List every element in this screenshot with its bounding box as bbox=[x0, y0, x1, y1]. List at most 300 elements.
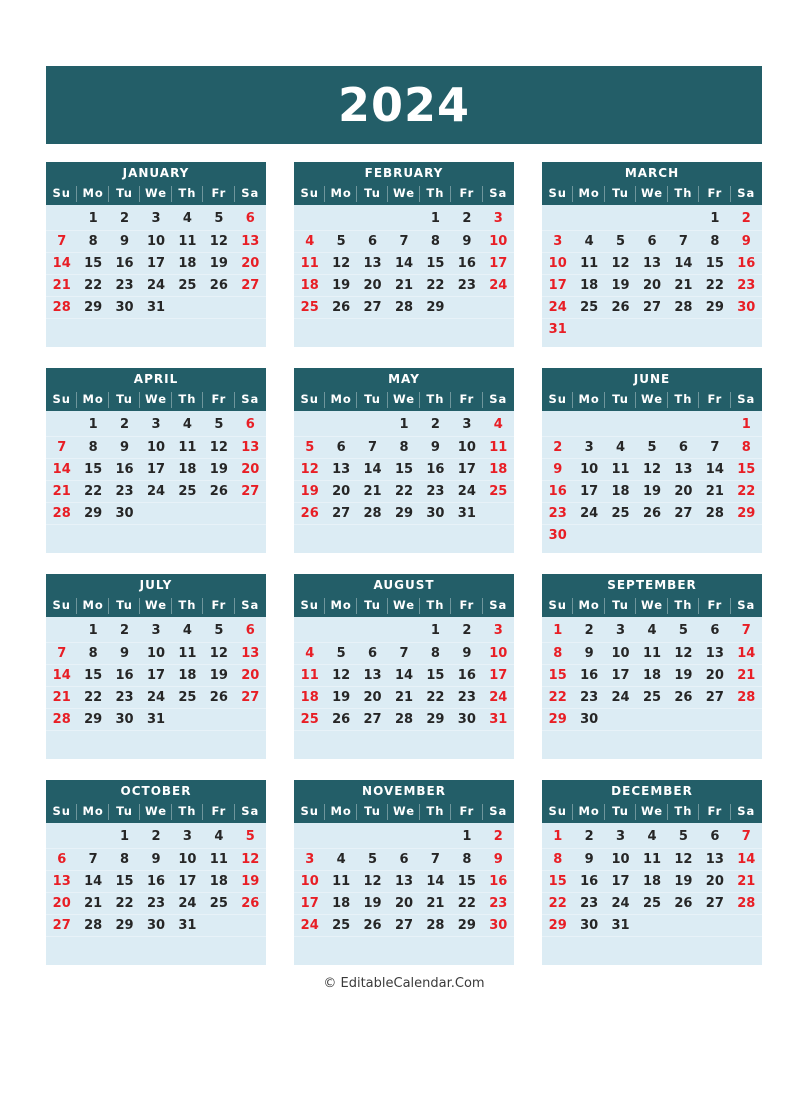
day-cell: 15 bbox=[451, 870, 482, 892]
weekday-label: Th bbox=[172, 801, 203, 823]
day-cell: 11 bbox=[172, 230, 203, 252]
empty-day-cell bbox=[172, 524, 203, 546]
weekday-label: Su bbox=[46, 389, 77, 411]
empty-day-cell bbox=[203, 318, 234, 340]
day-cell: 30 bbox=[573, 708, 604, 730]
weekday-label: Mo bbox=[573, 595, 604, 617]
empty-day-cell bbox=[388, 936, 419, 958]
day-cell: 12 bbox=[325, 252, 356, 274]
day-cell: 19 bbox=[668, 870, 699, 892]
day-cell: 6 bbox=[357, 230, 388, 252]
day-cell: 20 bbox=[325, 480, 356, 502]
day-cell: 17 bbox=[605, 870, 636, 892]
day-cell: 19 bbox=[203, 458, 234, 480]
day-cell: 16 bbox=[573, 870, 604, 892]
empty-day-cell bbox=[77, 318, 108, 340]
weekday-label: Su bbox=[294, 183, 325, 205]
day-cell: 11 bbox=[294, 252, 325, 274]
empty-day-cell bbox=[605, 318, 636, 340]
day-cell: 22 bbox=[699, 274, 730, 296]
day-cell: 29 bbox=[731, 502, 762, 524]
day-cell: 17 bbox=[573, 480, 604, 502]
month-title: DECEMBER bbox=[542, 780, 762, 801]
day-cell: 23 bbox=[109, 686, 140, 708]
day-cell: 21 bbox=[46, 686, 77, 708]
empty-day-cell bbox=[388, 524, 419, 546]
empty-day-cell bbox=[483, 524, 514, 546]
day-cell: 1 bbox=[399, 417, 409, 432]
day-cell: 19 bbox=[325, 686, 356, 708]
empty-day-cell bbox=[172, 730, 203, 752]
day-cell: 25 bbox=[172, 686, 203, 708]
day-cell: 11 bbox=[636, 642, 667, 664]
day-cell: 12 bbox=[325, 664, 356, 686]
day-cell: 7 bbox=[388, 230, 419, 252]
day-cell: 26 bbox=[203, 686, 234, 708]
weekday-label: Su bbox=[294, 595, 325, 617]
weekday-label: Tu bbox=[109, 183, 140, 205]
day-cell: 14 bbox=[46, 664, 77, 686]
day-cell: 25 bbox=[605, 502, 636, 524]
month-calendar bbox=[46, 780, 266, 965]
day-cell: 19 bbox=[668, 664, 699, 686]
day-cell: 19 bbox=[357, 892, 388, 914]
month-calendar bbox=[294, 780, 514, 965]
month-title: AUGUST bbox=[294, 574, 514, 595]
day-cell: 27 bbox=[699, 686, 730, 708]
day-cell: 24 bbox=[483, 686, 514, 708]
empty-day-cell bbox=[325, 936, 356, 958]
day-cell: 6 bbox=[245, 417, 255, 432]
empty-day-cell bbox=[542, 730, 573, 752]
empty-day-cell bbox=[699, 914, 730, 936]
day-cell: 12 bbox=[203, 230, 234, 252]
day-cell: 10 bbox=[140, 642, 171, 664]
empty-day-cell bbox=[46, 936, 77, 958]
empty-day-cell bbox=[172, 502, 203, 524]
day-cell: 17 bbox=[172, 870, 203, 892]
weekday-label: Th bbox=[420, 801, 451, 823]
month-grid bbox=[294, 823, 514, 965]
empty-day-cell bbox=[731, 708, 762, 730]
empty-day-cell bbox=[573, 730, 604, 752]
day-cell: 19 bbox=[325, 274, 356, 296]
empty-day-cell bbox=[573, 208, 604, 230]
day-cell: 28 bbox=[46, 708, 77, 730]
weekday-label: Tu bbox=[605, 389, 636, 411]
day-cell: 28 bbox=[731, 686, 762, 708]
empty-day-cell bbox=[451, 318, 482, 340]
weekday-label: Mo bbox=[325, 389, 356, 411]
weekday-label: Tu bbox=[109, 389, 140, 411]
day-cell: 28 bbox=[357, 502, 388, 524]
day-cell: 16 bbox=[542, 480, 573, 502]
empty-day-cell bbox=[731, 914, 762, 936]
empty-day-cell bbox=[235, 936, 266, 958]
day-cell: 21 bbox=[731, 664, 762, 686]
day-cell: 2 bbox=[151, 829, 161, 844]
year-title: 2024 bbox=[337, 78, 471, 132]
month-title: JUNE bbox=[542, 368, 762, 389]
day-cell: 8 bbox=[109, 848, 140, 870]
empty-day-cell bbox=[109, 524, 140, 546]
day-cell: 6 bbox=[245, 623, 255, 638]
day-cell: 26 bbox=[636, 502, 667, 524]
day-cell: 16 bbox=[109, 664, 140, 686]
day-cell: 21 bbox=[420, 892, 451, 914]
day-cell: 31 bbox=[140, 296, 171, 318]
day-cell: 25 bbox=[294, 296, 325, 318]
day-cell: 22 bbox=[109, 892, 140, 914]
day-cell: 14 bbox=[388, 252, 419, 274]
year-title-banner bbox=[46, 66, 762, 144]
day-cell: 31 bbox=[140, 708, 171, 730]
day-cell: 5 bbox=[325, 230, 356, 252]
day-cell: 11 bbox=[203, 848, 234, 870]
day-cell: 24 bbox=[140, 686, 171, 708]
day-cell: 21 bbox=[388, 274, 419, 296]
day-cell: 9 bbox=[573, 848, 604, 870]
day-cell: 30 bbox=[542, 524, 573, 546]
weekday-label: We bbox=[140, 595, 171, 617]
weekday-label: Fr bbox=[699, 801, 730, 823]
day-cell: 16 bbox=[731, 252, 762, 274]
empty-day-cell bbox=[699, 936, 730, 958]
day-cell: 3 bbox=[151, 417, 161, 432]
weekday-label: Mo bbox=[573, 183, 604, 205]
day-cell: 11 bbox=[325, 870, 356, 892]
weekday-label: We bbox=[388, 389, 419, 411]
day-cell: 21 bbox=[357, 480, 388, 502]
weekday-label: Mo bbox=[573, 389, 604, 411]
day-cell: 23 bbox=[420, 480, 451, 502]
weekday-label: Mo bbox=[573, 801, 604, 823]
day-cell: 20 bbox=[357, 274, 388, 296]
day-cell: 27 bbox=[357, 708, 388, 730]
day-cell: 14 bbox=[77, 870, 108, 892]
day-cell: 30 bbox=[573, 914, 604, 936]
day-cell: 3 bbox=[573, 436, 604, 458]
day-cell: 24 bbox=[451, 480, 482, 502]
month-grid bbox=[542, 823, 762, 965]
month-calendar bbox=[542, 162, 762, 347]
day-cell: 6 bbox=[710, 829, 720, 844]
day-cell: 1 bbox=[430, 623, 440, 638]
empty-day-cell bbox=[77, 826, 108, 848]
day-cell: 23 bbox=[573, 892, 604, 914]
empty-day-cell bbox=[636, 730, 667, 752]
day-cell: 3 bbox=[294, 848, 325, 870]
day-cell: 8 bbox=[451, 848, 482, 870]
empty-day-cell bbox=[46, 318, 77, 340]
day-cell: 24 bbox=[294, 914, 325, 936]
day-cell: 14 bbox=[668, 252, 699, 274]
day-cell: 24 bbox=[140, 480, 171, 502]
day-cell: 7 bbox=[741, 623, 751, 638]
day-cell: 7 bbox=[46, 230, 77, 252]
empty-day-cell bbox=[699, 414, 730, 436]
day-cell: 12 bbox=[668, 848, 699, 870]
day-cell: 19 bbox=[294, 480, 325, 502]
day-cell: 3 bbox=[616, 829, 626, 844]
weekday-label: Fr bbox=[203, 801, 234, 823]
empty-day-cell bbox=[388, 730, 419, 752]
empty-day-cell bbox=[388, 620, 419, 642]
day-cell: 22 bbox=[77, 686, 108, 708]
weekday-header-row bbox=[46, 801, 266, 823]
day-cell: 21 bbox=[668, 274, 699, 296]
weekday-label: Fr bbox=[451, 183, 482, 205]
weekday-label: Fr bbox=[451, 595, 482, 617]
empty-day-cell bbox=[420, 730, 451, 752]
empty-day-cell bbox=[77, 730, 108, 752]
weekday-label: Sa bbox=[241, 186, 260, 200]
empty-day-cell bbox=[46, 730, 77, 752]
empty-day-cell bbox=[668, 914, 699, 936]
day-cell: 2 bbox=[584, 829, 594, 844]
day-cell: 17 bbox=[140, 664, 171, 686]
day-cell: 20 bbox=[388, 892, 419, 914]
month-grid bbox=[542, 205, 762, 347]
day-cell: 16 bbox=[573, 664, 604, 686]
month-title: FEBRUARY bbox=[294, 162, 514, 183]
weekday-header-row bbox=[294, 595, 514, 617]
day-cell: 24 bbox=[573, 502, 604, 524]
empty-day-cell bbox=[636, 208, 667, 230]
day-cell: 6 bbox=[668, 436, 699, 458]
day-cell: 28 bbox=[388, 708, 419, 730]
weekday-label: Fr bbox=[699, 183, 730, 205]
empty-day-cell bbox=[357, 524, 388, 546]
month-grid bbox=[46, 617, 266, 759]
day-cell: 4 bbox=[294, 642, 325, 664]
day-cell: 13 bbox=[668, 458, 699, 480]
day-cell: 9 bbox=[573, 642, 604, 664]
day-cell: 29 bbox=[109, 914, 140, 936]
day-cell: 10 bbox=[451, 436, 482, 458]
empty-day-cell bbox=[109, 318, 140, 340]
day-cell: 25 bbox=[325, 914, 356, 936]
day-cell: 15 bbox=[77, 458, 108, 480]
day-cell: 13 bbox=[699, 848, 730, 870]
day-cell: 25 bbox=[294, 708, 325, 730]
day-cell: 30 bbox=[483, 914, 514, 936]
day-cell: 26 bbox=[357, 914, 388, 936]
footer-credit: © EditableCalendar.Com bbox=[323, 976, 485, 991]
empty-day-cell bbox=[483, 502, 514, 524]
day-cell: 27 bbox=[235, 274, 266, 296]
empty-day-cell bbox=[699, 318, 730, 340]
day-cell: 5 bbox=[357, 848, 388, 870]
day-cell: 18 bbox=[203, 870, 234, 892]
day-cell: 7 bbox=[357, 436, 388, 458]
day-cell: 12 bbox=[605, 252, 636, 274]
day-cell: 11 bbox=[483, 436, 514, 458]
empty-day-cell bbox=[605, 524, 636, 546]
day-cell: 30 bbox=[451, 708, 482, 730]
day-cell: 15 bbox=[542, 870, 573, 892]
weekday-label: Su bbox=[542, 595, 573, 617]
day-cell: 27 bbox=[636, 296, 667, 318]
day-cell: 29 bbox=[77, 502, 108, 524]
empty-day-cell bbox=[203, 708, 234, 730]
day-cell: 28 bbox=[668, 296, 699, 318]
empty-day-cell bbox=[636, 708, 667, 730]
empty-day-cell bbox=[235, 502, 266, 524]
weekday-header-row bbox=[294, 183, 514, 205]
month-calendar bbox=[294, 368, 514, 553]
empty-day-cell bbox=[203, 296, 234, 318]
empty-day-cell bbox=[294, 208, 325, 230]
weekday-label: Sa bbox=[241, 804, 260, 818]
month-grid bbox=[294, 411, 514, 553]
month-grid bbox=[294, 617, 514, 759]
day-cell: 9 bbox=[420, 436, 451, 458]
day-cell: 10 bbox=[483, 230, 514, 252]
day-cell: 23 bbox=[109, 480, 140, 502]
day-cell: 9 bbox=[140, 848, 171, 870]
weekday-label: Su bbox=[294, 801, 325, 823]
empty-day-cell bbox=[605, 414, 636, 436]
day-cell: 20 bbox=[357, 686, 388, 708]
empty-day-cell bbox=[77, 524, 108, 546]
day-cell: 18 bbox=[294, 686, 325, 708]
day-cell: 10 bbox=[172, 848, 203, 870]
day-cell: 17 bbox=[451, 458, 482, 480]
day-cell: 15 bbox=[420, 252, 451, 274]
empty-day-cell bbox=[668, 208, 699, 230]
day-cell: 22 bbox=[77, 480, 108, 502]
empty-day-cell bbox=[325, 414, 356, 436]
weekday-label: Fr bbox=[203, 595, 234, 617]
day-cell: 17 bbox=[605, 664, 636, 686]
weekday-label: Sa bbox=[489, 598, 508, 612]
day-cell: 6 bbox=[388, 848, 419, 870]
day-cell: 9 bbox=[731, 230, 762, 252]
day-cell: 23 bbox=[573, 686, 604, 708]
empty-day-cell bbox=[235, 730, 266, 752]
empty-day-cell bbox=[668, 708, 699, 730]
weekday-label: We bbox=[636, 389, 667, 411]
empty-day-cell bbox=[140, 318, 171, 340]
day-cell: 7 bbox=[420, 848, 451, 870]
weekday-label: Tu bbox=[357, 183, 388, 205]
empty-day-cell bbox=[203, 936, 234, 958]
empty-day-cell bbox=[294, 936, 325, 958]
day-cell: 22 bbox=[420, 274, 451, 296]
day-cell: 2 bbox=[120, 417, 130, 432]
day-cell: 25 bbox=[172, 274, 203, 296]
day-cell: 25 bbox=[483, 480, 514, 502]
day-cell: 13 bbox=[46, 870, 77, 892]
empty-day-cell bbox=[699, 524, 730, 546]
day-cell: 27 bbox=[668, 502, 699, 524]
day-cell: 14 bbox=[731, 642, 762, 664]
day-cell: 22 bbox=[420, 686, 451, 708]
weekday-label: Th bbox=[668, 389, 699, 411]
day-cell: 5 bbox=[245, 829, 255, 844]
day-cell: 27 bbox=[46, 914, 77, 936]
day-cell: 14 bbox=[388, 664, 419, 686]
day-cell: 31 bbox=[542, 318, 573, 340]
empty-day-cell bbox=[294, 318, 325, 340]
empty-day-cell bbox=[109, 936, 140, 958]
day-cell: 8 bbox=[542, 848, 573, 870]
weekday-label: Tu bbox=[357, 595, 388, 617]
empty-day-cell bbox=[325, 208, 356, 230]
weekday-header-row bbox=[46, 595, 266, 617]
day-cell: 30 bbox=[109, 296, 140, 318]
day-cell: 31 bbox=[451, 502, 482, 524]
day-cell: 24 bbox=[483, 274, 514, 296]
day-cell: 10 bbox=[573, 458, 604, 480]
empty-day-cell bbox=[294, 524, 325, 546]
empty-day-cell bbox=[203, 524, 234, 546]
day-cell: 15 bbox=[731, 458, 762, 480]
day-cell: 24 bbox=[172, 892, 203, 914]
empty-day-cell bbox=[699, 708, 730, 730]
day-cell: 7 bbox=[741, 829, 751, 844]
day-cell: 20 bbox=[699, 664, 730, 686]
empty-day-cell bbox=[109, 730, 140, 752]
empty-day-cell bbox=[46, 620, 77, 642]
day-cell: 18 bbox=[172, 458, 203, 480]
day-cell: 19 bbox=[203, 252, 234, 274]
empty-day-cell bbox=[605, 936, 636, 958]
day-cell: 22 bbox=[731, 480, 762, 502]
day-cell: 16 bbox=[109, 458, 140, 480]
day-cell: 18 bbox=[636, 870, 667, 892]
day-cell: 26 bbox=[235, 892, 266, 914]
day-cell: 12 bbox=[357, 870, 388, 892]
day-cell: 7 bbox=[77, 848, 108, 870]
empty-day-cell bbox=[668, 414, 699, 436]
day-cell: 18 bbox=[172, 252, 203, 274]
day-cell: 4 bbox=[573, 230, 604, 252]
day-cell: 12 bbox=[203, 436, 234, 458]
day-cell: 16 bbox=[140, 870, 171, 892]
day-cell: 2 bbox=[542, 436, 573, 458]
day-cell: 27 bbox=[388, 914, 419, 936]
weekday-header-row bbox=[294, 801, 514, 823]
day-cell: 21 bbox=[46, 274, 77, 296]
day-cell: 9 bbox=[109, 230, 140, 252]
day-cell: 25 bbox=[573, 296, 604, 318]
weekday-header-row bbox=[542, 183, 762, 205]
day-cell: 25 bbox=[203, 892, 234, 914]
month-calendar bbox=[542, 780, 762, 965]
day-cell: 2 bbox=[120, 623, 130, 638]
empty-day-cell bbox=[140, 502, 171, 524]
empty-day-cell bbox=[140, 730, 171, 752]
day-cell: 21 bbox=[77, 892, 108, 914]
day-cell: 14 bbox=[699, 458, 730, 480]
day-cell: 14 bbox=[357, 458, 388, 480]
day-cell: 19 bbox=[235, 870, 266, 892]
empty-day-cell bbox=[731, 318, 762, 340]
day-cell: 14 bbox=[420, 870, 451, 892]
empty-day-cell bbox=[172, 936, 203, 958]
empty-day-cell bbox=[357, 826, 388, 848]
day-cell: 29 bbox=[451, 914, 482, 936]
day-cell: 30 bbox=[109, 502, 140, 524]
months-grid bbox=[46, 162, 762, 965]
month-title: MARCH bbox=[542, 162, 762, 183]
day-cell: 10 bbox=[140, 436, 171, 458]
day-cell: 9 bbox=[451, 230, 482, 252]
day-cell: 18 bbox=[325, 892, 356, 914]
weekday-label: Th bbox=[172, 183, 203, 205]
